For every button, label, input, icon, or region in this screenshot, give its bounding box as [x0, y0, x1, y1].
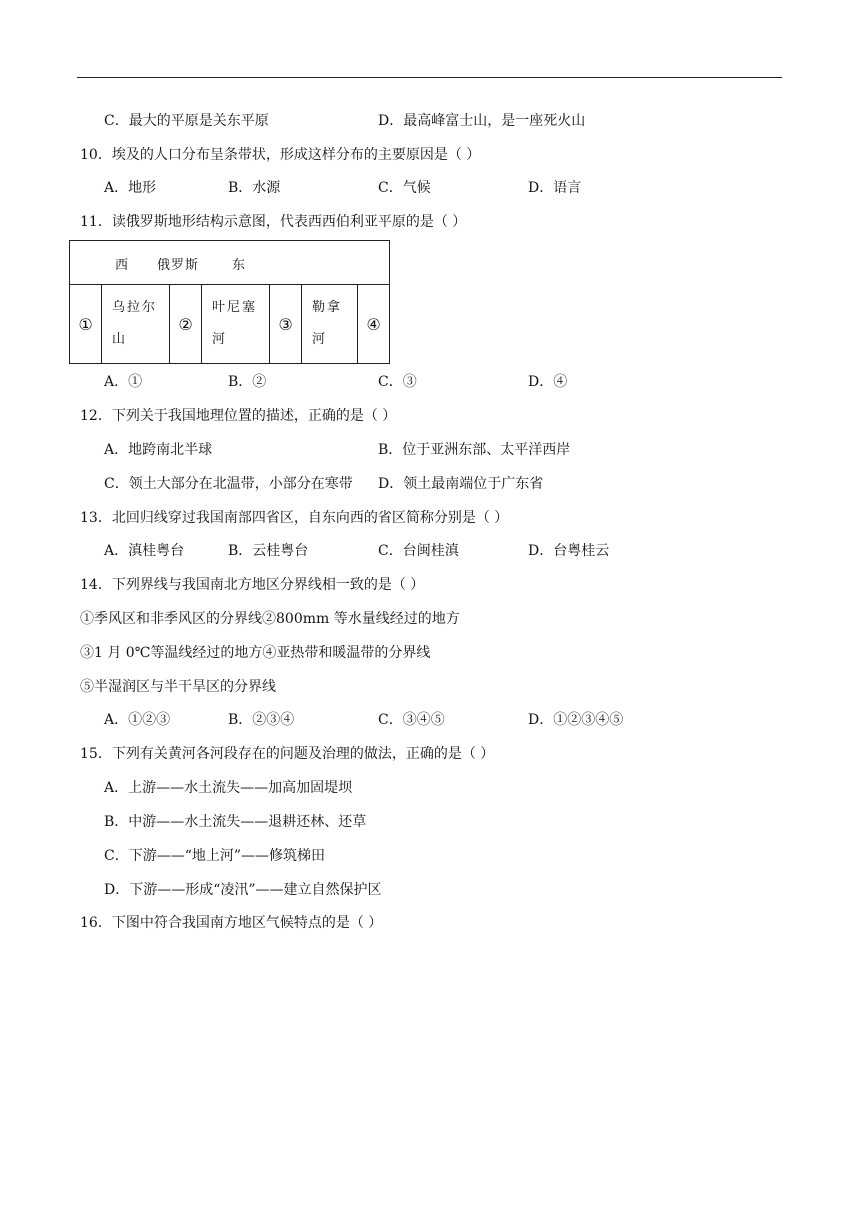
- q15-option-b: B．中游——水土流失——退耕还林、还草: [104, 814, 367, 830]
- region-4: ④: [358, 285, 390, 364]
- q10-option-a: A．地形: [104, 180, 157, 196]
- q15-option-c: C．下游——“地上河”——修筑梯田: [104, 848, 326, 864]
- q10-option-c: C．气候: [378, 180, 431, 196]
- q13-stem: 13．北回归线穿过我国南部四省区，自东向西的省区简称分别是（ ）: [80, 510, 509, 526]
- q12-option-a: A．地跨南北半球: [104, 442, 213, 458]
- country-label: 俄罗斯: [157, 258, 200, 273]
- ural-line-2: 山: [112, 332, 128, 347]
- q12-stem: 12．下列关于我国地理位置的描述，正确的是（ ）: [80, 408, 397, 424]
- region-2: ②: [170, 285, 202, 364]
- q11-option-b: B．②: [228, 374, 267, 390]
- west-label: 西: [115, 258, 130, 273]
- lena-line-2: 河: [312, 332, 328, 347]
- q11-stem: 11．读俄罗斯地形结构示意图，代表西西伯利亚平原的是（ ）: [80, 214, 467, 230]
- yenisei-line-2: 河: [212, 332, 228, 347]
- header-rule: [77, 77, 782, 78]
- q14-statement-line-1: ①季风区和非季风区的分界线②800mm 等水量线经过的地方: [80, 611, 460, 627]
- table-header-row: [70, 241, 390, 285]
- ural-line-1: 乌拉尔: [112, 300, 158, 315]
- q11-option-c: C．③: [378, 374, 417, 390]
- q15-option-a: A．上游——水土流失——加高加固堤坝: [104, 780, 353, 796]
- q10-stem: 10．埃及的人口分布呈条带状，形成这样分布的主要原因是（ ）: [80, 147, 481, 163]
- q14-option-d: D．①②③④⑤: [528, 712, 624, 728]
- lena-river-cell: [302, 285, 358, 364]
- q14-option-b: B．②③④: [228, 712, 295, 728]
- q14-option-a: A．①②③: [104, 712, 171, 728]
- q15-option-d: D．下游——形成“凌汛”——建立自然保护区: [104, 882, 382, 898]
- lena-line-1: 勒拿: [312, 300, 343, 315]
- q11-option-a: A．①: [104, 374, 143, 390]
- q15-stem: 15．下列有关黄河各河段存在的问题及治理的做法，正确的是（ ）: [80, 746, 495, 762]
- yenisei-river-cell: [202, 285, 270, 364]
- q14-statement-line-2: ③1 月 0℃等温线经过的地方④亚热带和暖温带的分界线: [80, 645, 431, 661]
- yenisei-line-1: 叶尼塞: [212, 300, 258, 315]
- q12-option-d: D．领土最南端位于广东省: [378, 476, 544, 492]
- q9-option-c: C．最大的平原是关东平原: [104, 113, 269, 129]
- q13-option-a: A．滇桂粤台: [104, 543, 185, 559]
- region-1: ①: [70, 285, 102, 364]
- q12-option-b: B．位于亚洲东部、太平洋西岸: [378, 442, 571, 458]
- q13-option-c: C．台闽桂滇: [378, 543, 459, 559]
- q11-option-d: D．④: [528, 374, 568, 390]
- q14-stem: 14．下列界线与我国南北方地区分界线相一致的是（ ）: [80, 577, 425, 593]
- east-label: 东: [232, 258, 247, 273]
- q16-stem: 16．下图中符合我国南方地区气候特点的是（ ）: [80, 915, 383, 931]
- q14-option-c: C．③④⑤: [378, 712, 445, 728]
- q10-option-d: D．语言: [528, 180, 582, 196]
- q12-option-c: C．领土大部分在北温带，小部分在寒带: [104, 476, 353, 492]
- q13-option-b: B．云桂粤台: [228, 543, 309, 559]
- q13-option-d: D．台粤桂云: [528, 543, 610, 559]
- q9-option-d: D．最高峰富士山，是一座死火山: [378, 113, 586, 129]
- ural-mountains-cell: [102, 285, 170, 364]
- q14-statement-line-3: ⑤半湿润区与半干旱区的分界线: [80, 679, 276, 695]
- russia-landform-table: [69, 240, 390, 364]
- region-3: ③: [270, 285, 302, 364]
- q10-option-b: B．水源: [228, 180, 281, 196]
